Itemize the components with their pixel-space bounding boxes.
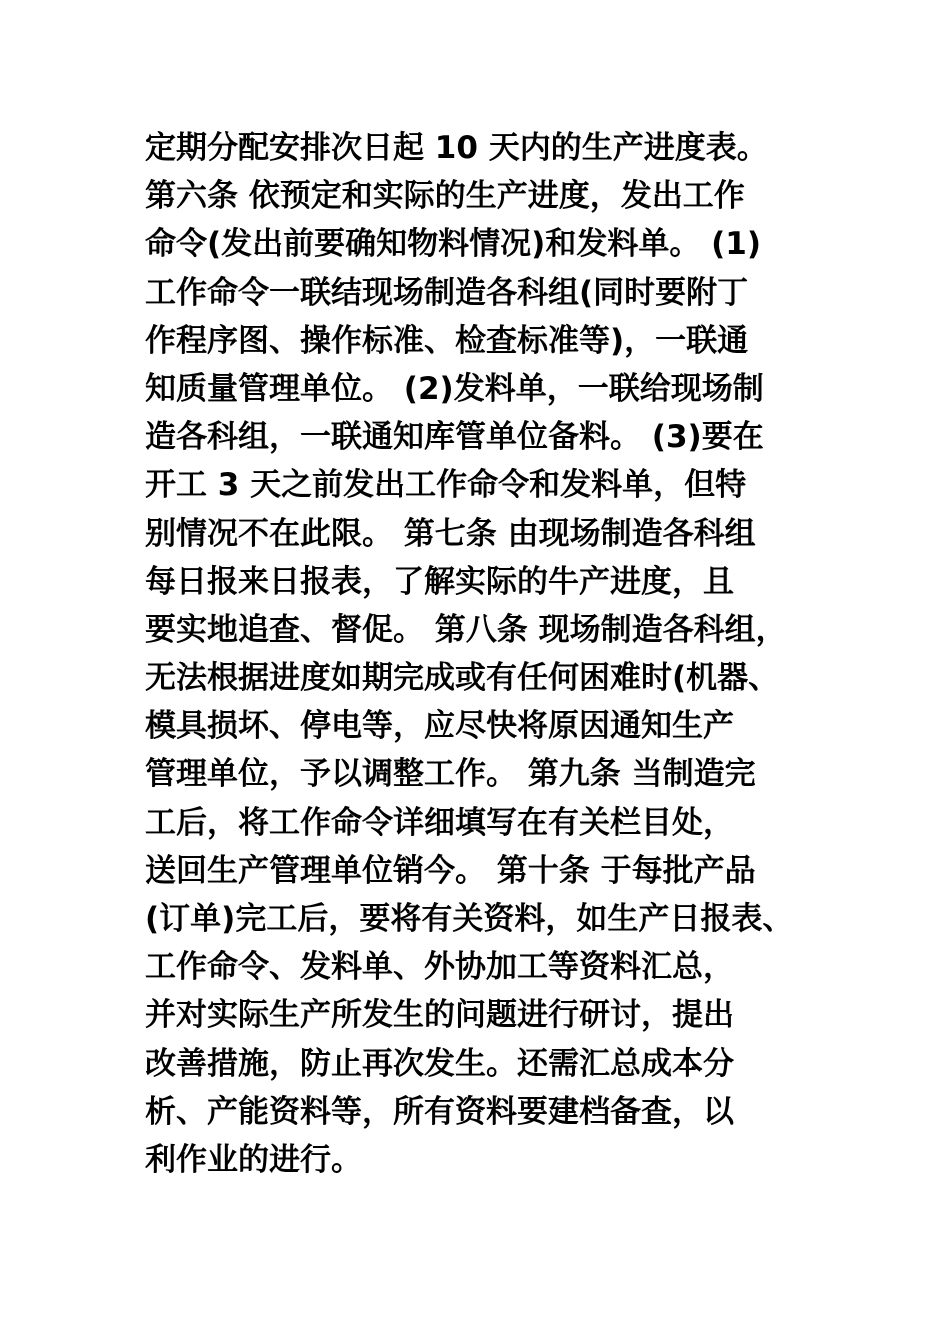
text-line: 并对实际生产所发生的问题进行研讨，提出: [145, 997, 734, 1034]
text-line: 定期分配安排次日起 10 天内的生产进度表。: [145, 130, 768, 166]
text-line: (订单)完工后，要将有关资料，如生产日报表、: [145, 901, 794, 937]
text-line: 改善措施，防止再次发生。还需汇总成本分: [145, 1045, 734, 1082]
text-line: 利作业的进行。: [145, 1141, 362, 1178]
text-line: 管理单位，予以调整工作。 第九条 当制造完: [145, 756, 756, 793]
text-line: 第六条 依预定和实际的生产进度，发出工作: [145, 178, 745, 215]
text-line: 造各科组，一联通知库管单位备料。 (3)要在: [145, 419, 764, 456]
text-line: 每日报来日报表，了解实际的牛产进度，且: [145, 563, 734, 600]
text-line: 模具损坏、停电等，应尽快将原因通知生产: [145, 708, 734, 745]
text-line: 别情况不在此限。 第七条 由现场制造各科组: [145, 515, 756, 552]
body-text: [145, 124, 825, 1184]
text-line: 作程序图、操作标准、检查标准等)，一联通: [145, 322, 749, 359]
text-line: 工后，将工作命令详细填写在有关栏目处，: [145, 804, 734, 841]
text-line: 开工 3 天之前发出工作命令和发料单，但特: [145, 467, 747, 504]
text-line: 工作命令一联结现场制造各科组(同时要附丁: [145, 274, 749, 311]
text-line: 析、产能资料等，所有资料要建档备查，以: [145, 1093, 734, 1130]
text-line: 无法根据进度如期完成或有任何困难时(机器、: [145, 660, 780, 697]
text-line: 命令(发出前要确知物料情况)和发料单。 (1): [145, 226, 762, 263]
text-line: 送回生产管理单位销今。 第十条 于每批产品: [145, 852, 756, 889]
text-line: 工作命令、发料单、外协加工等资料汇总，: [145, 949, 734, 986]
text-line: 知质量管理单位。 (2)发料单，一联给现场制: [145, 370, 764, 407]
text-line: 要实地追查、督促。 第八条 现场制造各科组，: [145, 611, 787, 648]
